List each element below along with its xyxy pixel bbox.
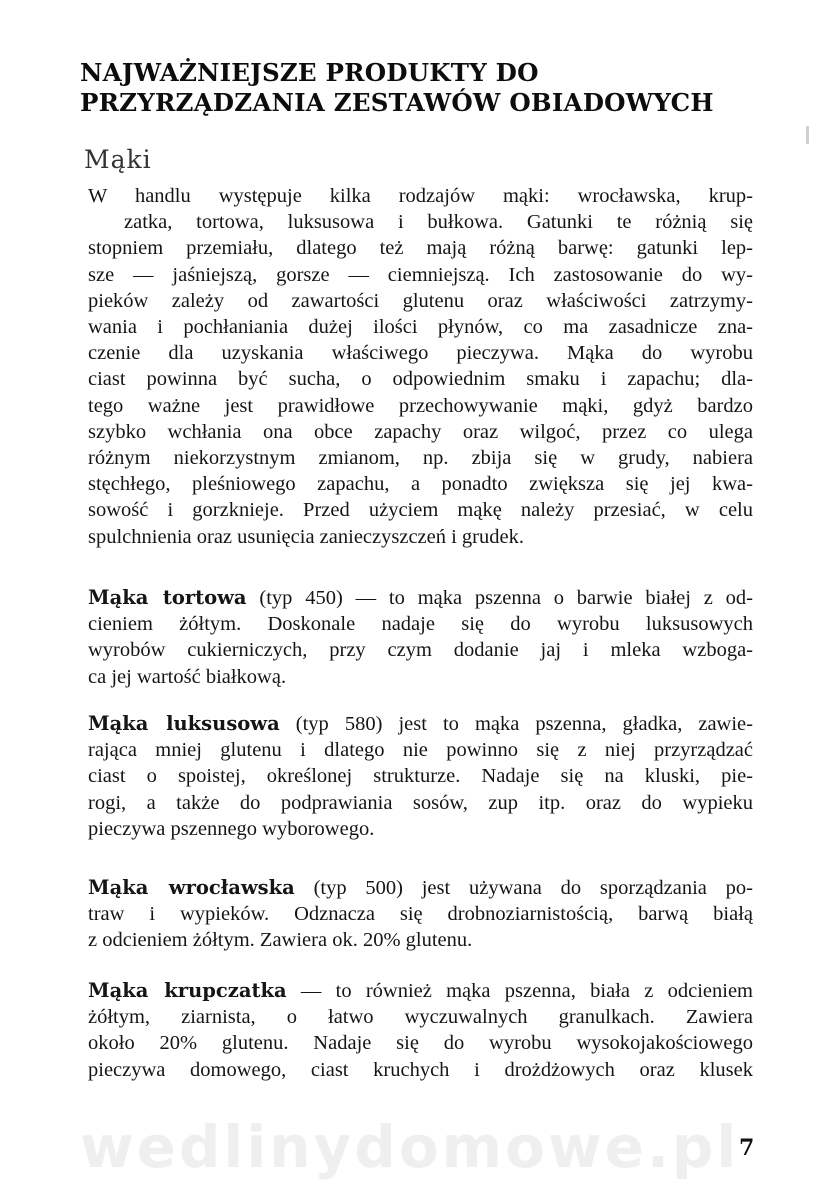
text-line: żółtym, ziarnista, o łatwo wyczuwalnych granulkach. Zawiera <box>88 1006 753 1029</box>
entry-maka-luksusowa <box>88 711 753 842</box>
page-number: 7 <box>739 1135 755 1161</box>
text-line: z odcieniem żółtym. Zawiera ok. 20% glutenu. <box>88 929 473 952</box>
text-line: traw i wypieków. Odznacza się drobnoziarnistością, barwą białą <box>88 903 753 926</box>
page-title-line-2: PRZYRZĄDZANIA ZESTAWÓW OBIADOWYCH <box>80 88 714 117</box>
text-line: pieków zależy od zawartości glutenu oraz właściwości zatrzymy- <box>88 289 753 312</box>
text-line: sze — jaśniejszą, gorsze — ciemniejszą. Ich zastosowanie do wy- <box>88 263 753 286</box>
text-line: rogi, a także do podprawiania sosów, zup itp. oraz do wypieku <box>88 791 753 814</box>
text-line: ciast powinna być sucha, o odpowiednim smaku i zapachu; dla- <box>88 368 753 391</box>
section-heading: Mąki <box>84 145 152 174</box>
text-line <box>88 711 753 737</box>
entry-text: (typ 500) jest używana do sporządzania po- <box>294 877 753 899</box>
watermark: wedlinydomowe.pl <box>80 1113 740 1181</box>
text-line <box>88 978 753 1004</box>
page-title-line-1: NAJWAŻNIEJSZE PRODUKTY DO <box>80 58 539 87</box>
entry-text: — to również mąka pszenna, biała z odcieniem <box>286 980 753 1002</box>
entry-text: (typ 580) jest to mąka pszenna, gładka, zawie- <box>279 713 753 735</box>
entry-term: Mąka wrocławska <box>88 876 295 899</box>
text-line <box>88 585 753 611</box>
text-line: wyrobów cukierniczych, przy czym dodanie jaj i mleka wzboga- <box>88 639 753 662</box>
text-line: spulchnienia oraz usunięcia zanieczyszczeń i grudek. <box>88 525 524 548</box>
text-line: szybko wchłania ona obce zapachy oraz wilgoć, przez co ulega <box>88 420 753 443</box>
entry-term: Mąka tortowa <box>88 586 247 609</box>
page-title <box>80 58 770 118</box>
scan-edge-mark <box>806 126 809 144</box>
text-line: rająca mniej glutenu i dlatego nie powinno się z niej przyrządzać <box>88 739 753 762</box>
text-line: tego ważne jest prawidłowe przechowywanie mąki, gdyż bardzo <box>88 394 753 417</box>
text-line: cieniem żółtym. Doskonale nadaje się do wyrobu luksusowych <box>88 613 753 636</box>
text-line: stęchłego, pleśniowego zapachu, a ponadto zwiększa się jej kwa- <box>88 473 753 496</box>
text-line: różnym niekorzystnym zmianom, np. zbija się w grudy, nabiera <box>88 447 753 470</box>
entry-maka-krupczatka <box>88 978 753 1083</box>
entry-maka-wroclawska <box>88 875 753 954</box>
text-line: ca jej wartość białkową. <box>88 665 287 688</box>
text-line: sowość i gorzknieje. Przed użyciem mąkę należy przesiać, w celu <box>88 499 753 522</box>
text-line: W handlu występuje kilka rodzajów mąki: wrocławska, krup- <box>88 185 753 207</box>
text-line <box>88 875 753 901</box>
text-line: pieczywa domowego, ciast kruchych i drożdżowych oraz klusek <box>88 1058 753 1081</box>
text-line: pieczywa pszennego wyborowego. <box>88 817 375 840</box>
text-line: czenie dla uzyskania właściwego pieczywa. Mąka do wyrobu <box>88 342 753 365</box>
text-line: wania i pochłaniania dużej ilości płynów, co ma zasadnicze zna- <box>88 316 753 339</box>
entry-term: Mąka luksusowa <box>88 712 280 735</box>
text-line: zatka, tortowa, luksusowa i bułkowa. Gatunki te różnią się <box>124 211 753 234</box>
entry-maka-tortowa <box>88 585 753 690</box>
entry-term: Mąka krupczatka <box>88 979 287 1002</box>
text-line: około 20% glutenu. Nadaje się do wyrobu wysokojakościowego <box>88 1032 753 1055</box>
entry-text: (typ 450) — to mąka pszenna o barwie białej z od- <box>246 587 753 609</box>
text-line: stopniem przemiału, dlatego też mają różną barwę: gatunki lep- <box>88 237 753 260</box>
intro-paragraph <box>88 183 753 550</box>
text-line: ciast o spoistej, określonej strukturze. Nadaje się na kluski, pie- <box>88 765 753 788</box>
